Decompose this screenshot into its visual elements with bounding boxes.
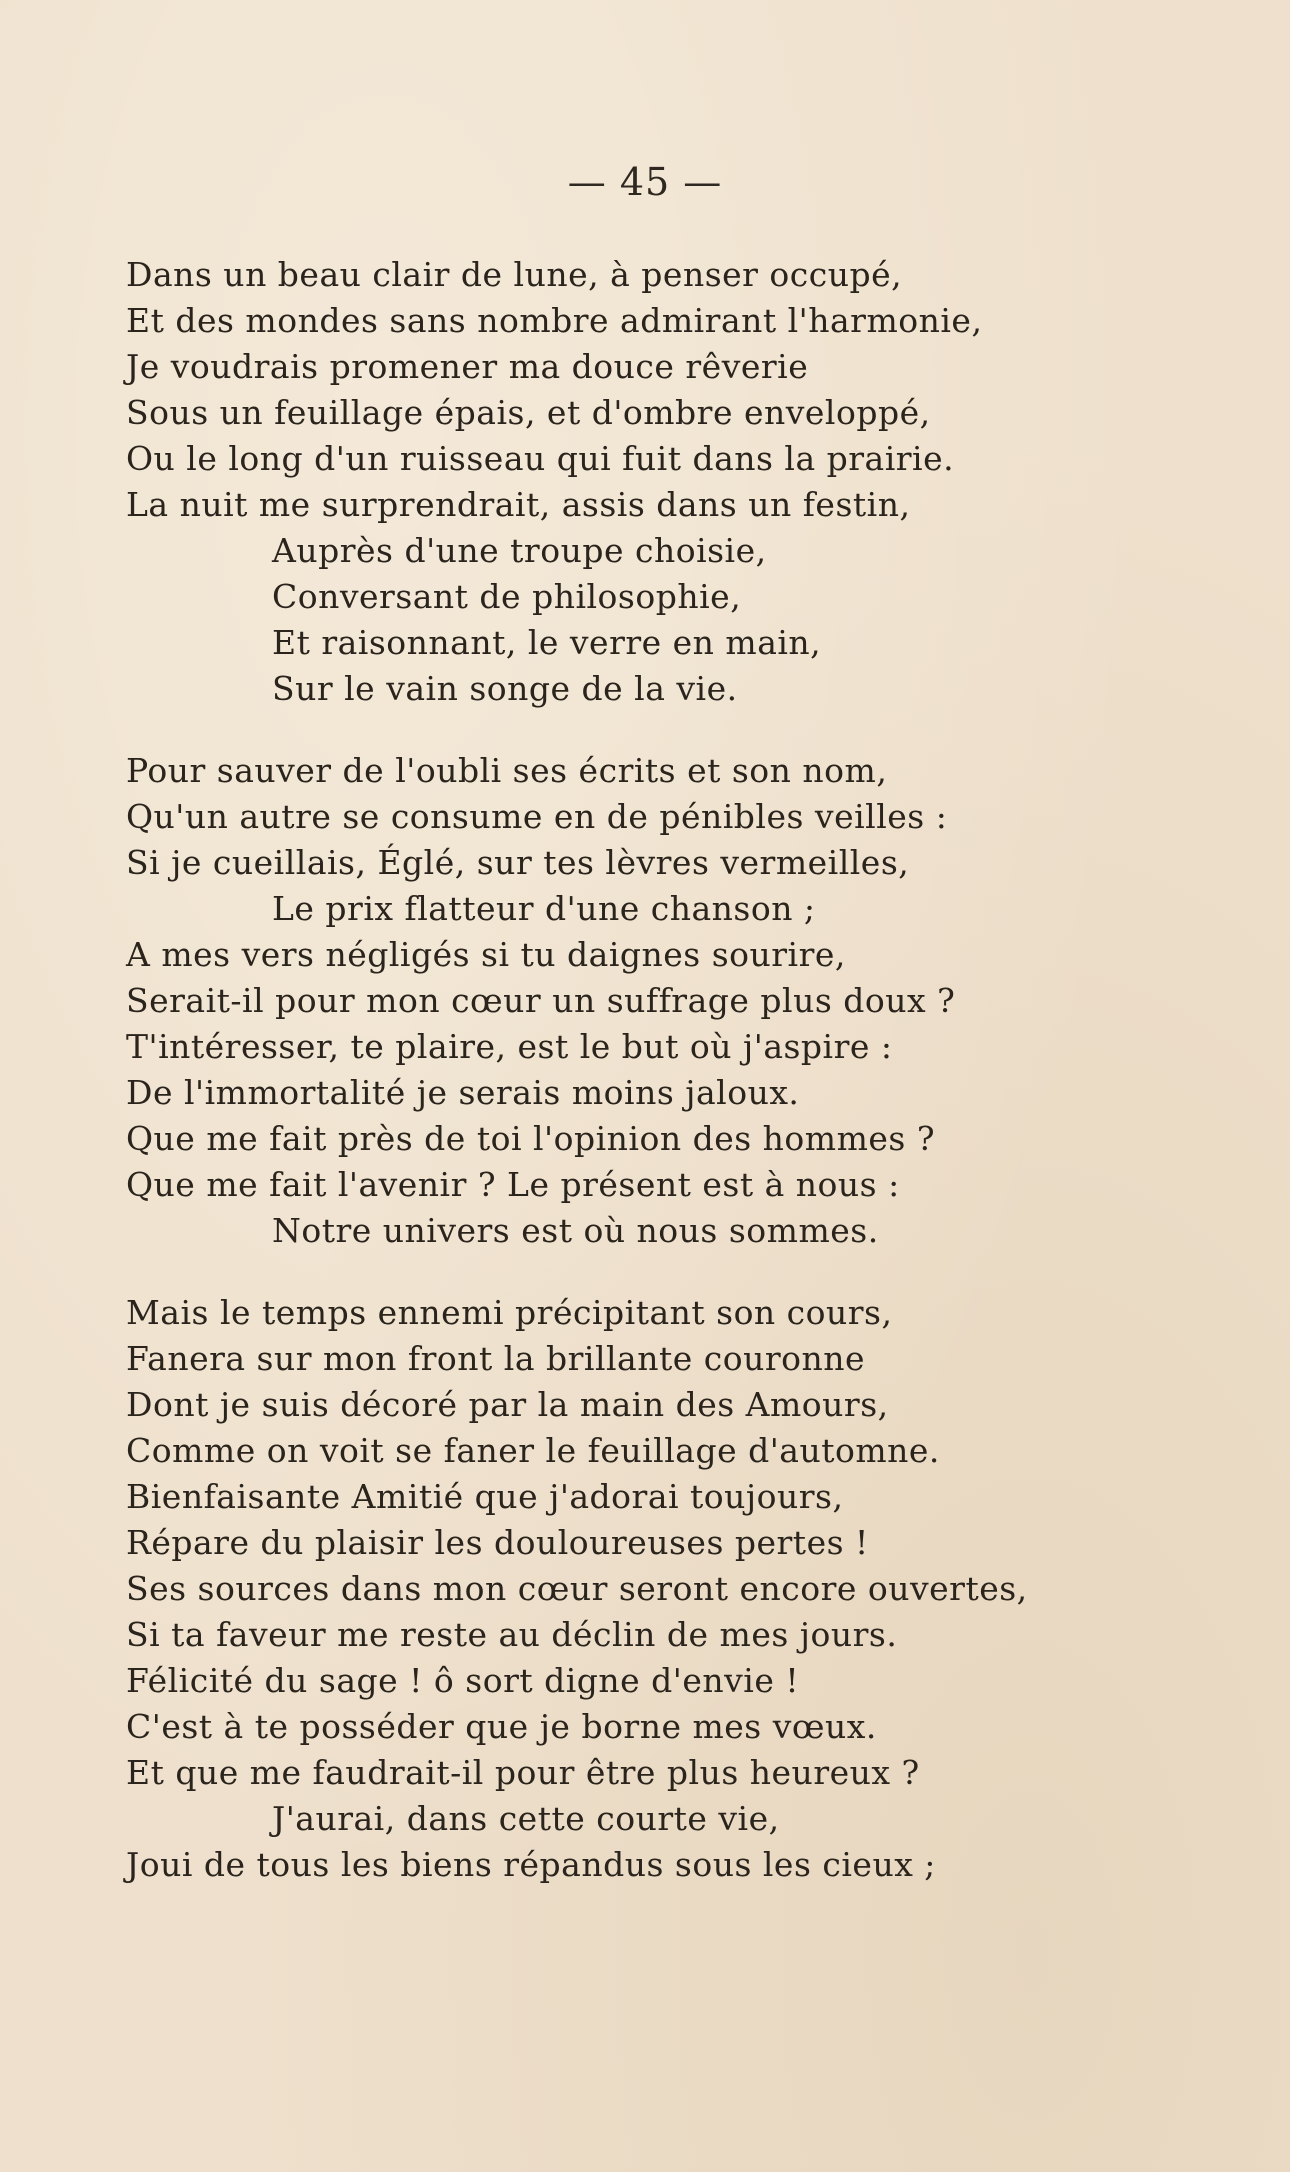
poem-line: Répare du plaisir les douloureuses pertes ! [126,1523,869,1562]
poem-line: Sur le vain songe de la vie. [272,669,738,708]
poem-line: Dans un beau clair de lune, à penser occupé, [126,255,903,294]
poem-line: J'aurai, dans cette courte vie, [272,1799,780,1838]
poem-line: Et raisonnant, le verre en main, [272,623,822,662]
poem-line: Je voudrais promener ma douce rêverie [126,347,809,386]
poem-line: Le prix flatteur d'une chanson ; [272,889,816,928]
poem-line: Si je cueillais, Églé, sur tes lèvres vermeilles, [126,843,910,882]
poem-line: Fanera sur mon front la brillante couronne [126,1339,866,1378]
poem-line: A mes vers négligés si tu daignes sourire, [126,935,846,974]
page-number: — 45 — [567,160,723,204]
poem-line: Qu'un autre se consume en de pénibles veilles : [126,797,948,836]
poem-line: T'intéresser, te plaire, est le but où j'aspire : [126,1027,893,1066]
poem-line: La nuit me surprendrait, assis dans un festin, [126,485,911,524]
poem-line: Bienfaisante Amitié que j'adorai toujours, [126,1477,844,1516]
poem-line: Dont je suis décoré par la main des Amours, [126,1385,889,1424]
poem-line: Conversant de philosophie, [272,577,742,616]
poem-line: Ses sources dans mon cœur seront encore ouvertes, [126,1569,1028,1608]
poem-line: Et que me faudrait-il pour être plus heureux ? [126,1753,920,1792]
poem-line: C'est à te posséder que je borne mes vœux. [126,1707,877,1746]
poem-line: Félicité du sage ! ô sort digne d'envie ! [126,1661,800,1700]
poem-line: Que me fait près de toi l'opinion des hommes ? [126,1119,936,1158]
poem-line: Comme on voit se faner le feuillage d'automne. [126,1431,940,1470]
poem-line: Ou le long d'un ruisseau qui fuit dans la prairie. [126,439,955,478]
poem-line: Notre univers est où nous sommes. [272,1211,879,1250]
poem-line: Que me fait l'avenir ? Le présent est à nous : [126,1165,900,1204]
poem-line: Serait-il pour mon cœur un suffrage plus doux ? [126,981,956,1020]
stanza [126,252,1166,712]
stanza [126,748,1166,1254]
stanza [126,1290,1166,1888]
poem-line: Auprès d'une troupe choisie, [272,531,767,570]
poem-line: Si ta faveur me reste au déclin de mes jours. [126,1615,898,1654]
poem-line: Joui de tous les biens répandus sous les cieux ; [126,1845,936,1884]
poem-line: Mais le temps ennemi précipitant son cours, [126,1293,893,1332]
poem-line: De l'immortalité je serais moins jaloux. [126,1073,800,1112]
poem-line: Et des mondes sans nombre admirant l'harmonie, [126,301,983,340]
poem-line: Pour sauver de l'oubli ses écrits et son nom, [126,751,888,790]
poem-line: Sous un feuillage épais, et d'ombre enveloppé, [126,393,931,432]
poem-body [126,252,1166,1924]
